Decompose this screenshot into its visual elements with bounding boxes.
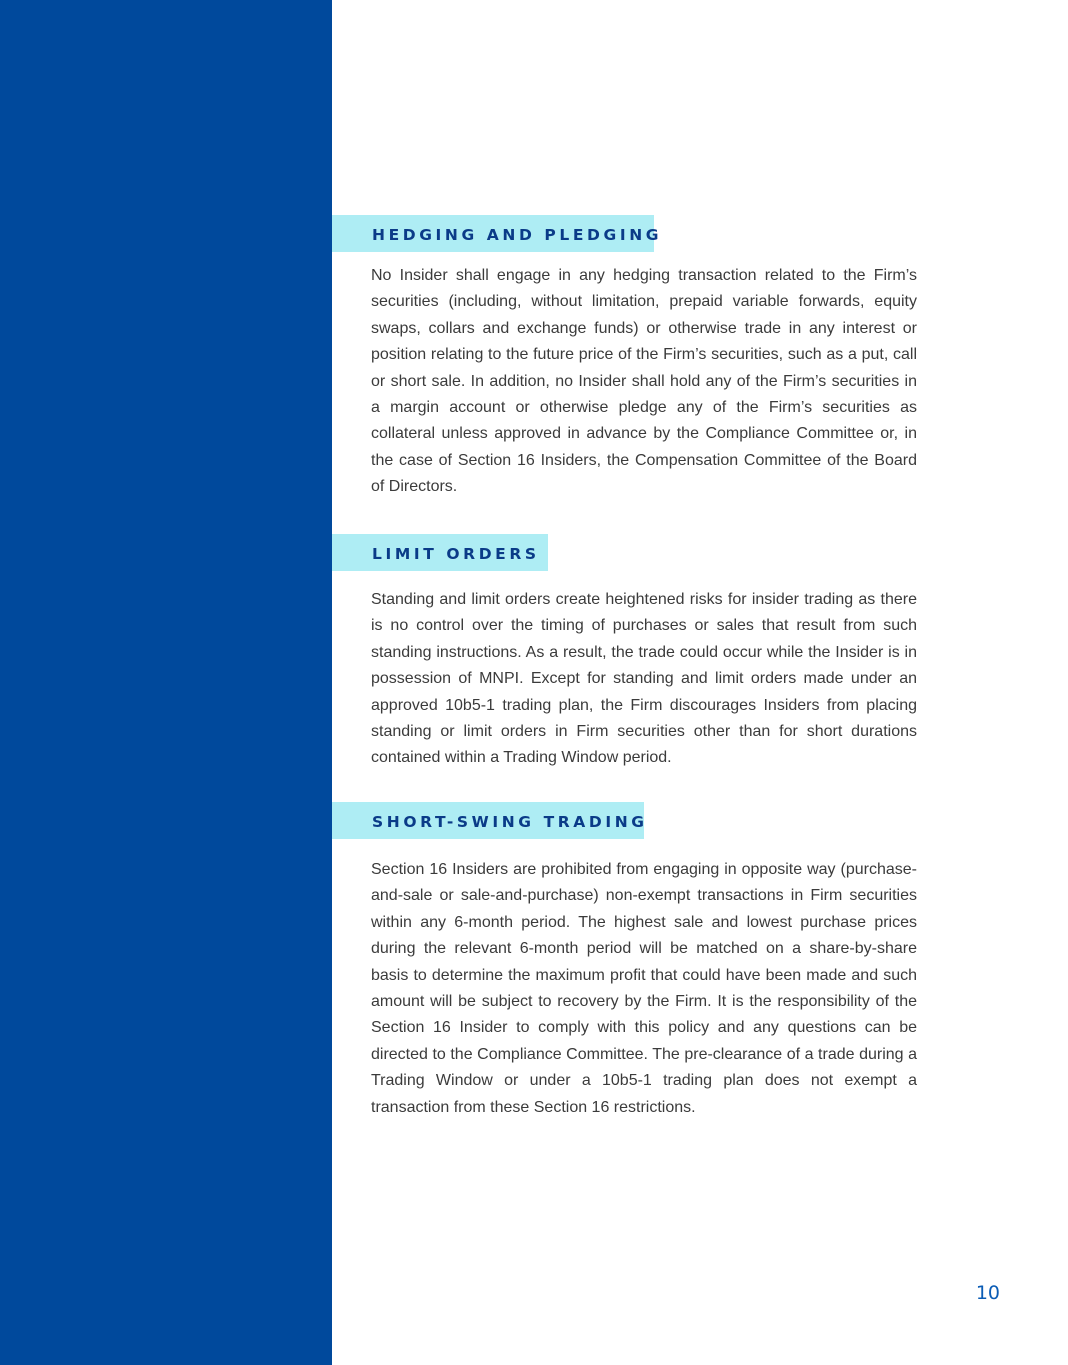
page-number: 10	[975, 1282, 1000, 1304]
paragraph-limit-orders: Standing and limit orders create heightened risks for insider trading as there is no control over the timing of purchases or sales that result from such standing instructions. As a result, the trade could occur while the Insider is in possession of MNPI. Except for standing and limit orders made under an approved 10b5-1 trading plan, the Firm discourages Insiders from placing standing or limit orders in Firm securities other than for short durations contained within a Trading Window period.	[371, 591, 917, 767]
heading-hedging-and-pledging: HEDGING AND PLEDGING	[332, 215, 654, 252]
heading-short-swing-trading: SHORT-SWING TRADING	[332, 802, 644, 839]
paragraph-short-swing-trading: Section 16 Insiders are prohibited from engaging in opposite way (purchase-and-sale or sale-and-purchase) non-exempt transactions in Firm securities within any 6-month period. The highest sale and lowest purchase prices during the relevant 6-month period will be matched on a share-by-share basis to determine the maximum profit that could have been made and such amount will be subject to recovery by the Firm. It is the responsibility of the Section 16 Insider to comply with this policy and any questions can be directed to the Compliance Committee. The pre-clearance of a trade during a Trading Window or under a 10b5-1 trading plan does not exempt a transaction from these Section 16 restrictions.	[371, 861, 917, 1116]
sidebar-panel	[0, 0, 332, 1365]
heading-limit-orders: LIMIT ORDERS	[332, 534, 548, 571]
paragraph-hedging-and-pledging: No Insider shall engage in any hedging transaction related to the Firm’s securities (including, without limitation, prepaid variable forwards, equity swaps, collars and exchange funds) or otherwise trade in any interest or position relating to the future price of the Firm’s securities, such as a put, call or short sale. In addition, no Insider shall hold any of the Firm’s securities in a margin account or otherwise pledge any of the Firm’s securities as collateral unless approved in advance by the Compliance Committee or, in the case of Section 16 Insiders, the Compensation Committee of the Board of Directors.	[371, 267, 917, 496]
